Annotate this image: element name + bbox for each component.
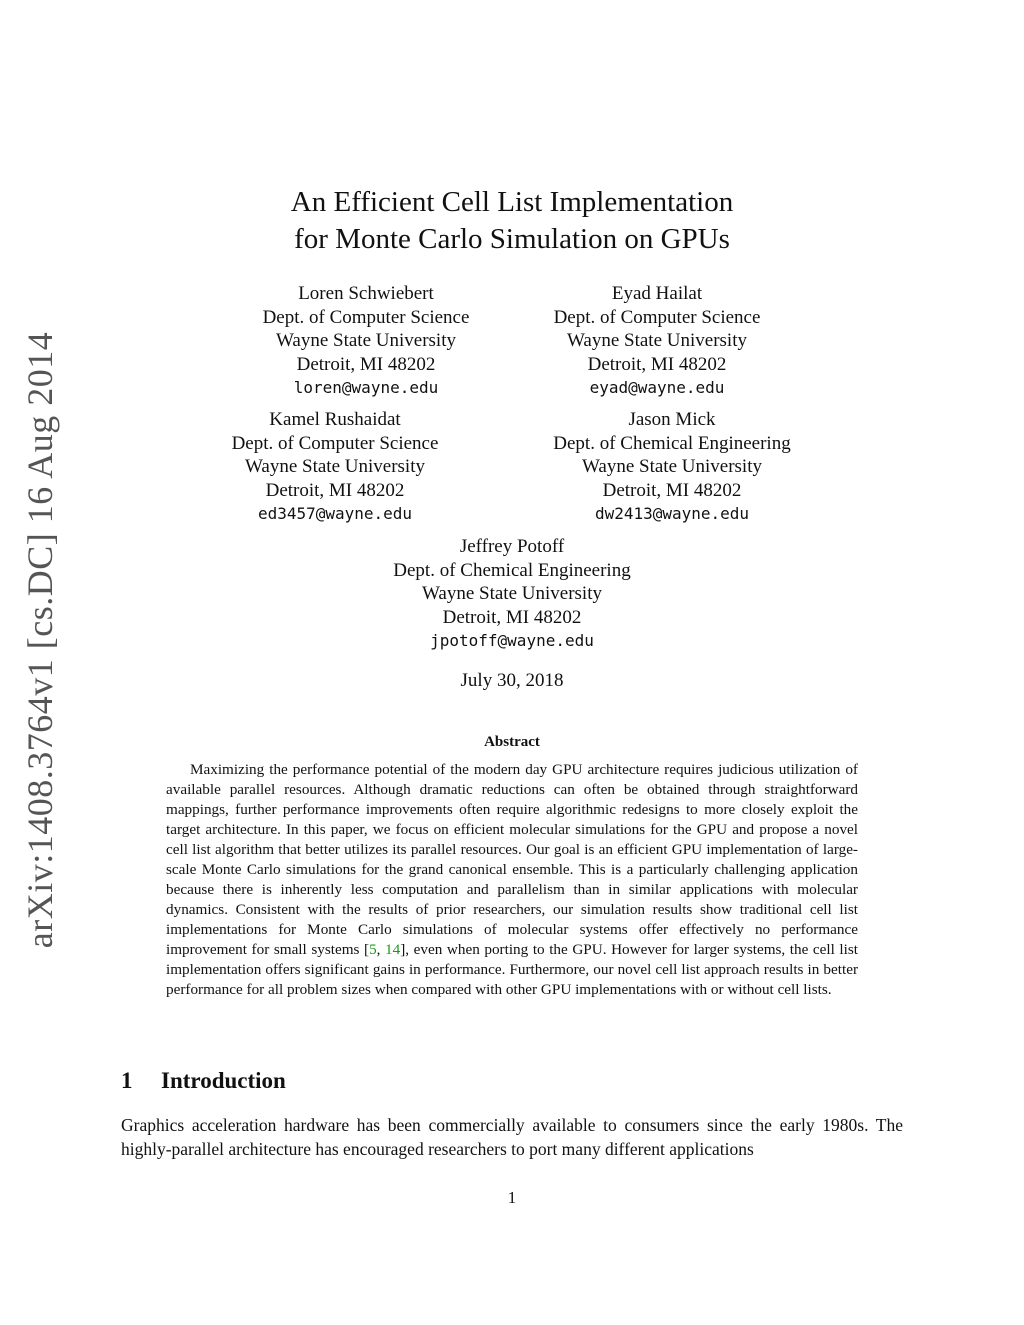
author-address: Detroit, MI 48202 bbox=[602, 479, 742, 501]
abstract-text-part-2: ], even when porting to the GPU. However for larger systems, the cell list implementation offers significant gains in performance. Furthermore, our novel cell list approach results in better performance for all problem sizes when compared with other GPU implementations with or without cell lists. bbox=[166, 941, 858, 998]
author-email: ed3457@wayne.edu bbox=[257, 504, 413, 523]
author-address: Detroit, MI 48202 bbox=[587, 353, 727, 375]
citation-link[interactable]: 14 bbox=[385, 941, 401, 958]
author-dept: Dept. of Computer Science bbox=[231, 432, 439, 454]
author-email: eyad@wayne.edu bbox=[589, 378, 725, 397]
author-name: Eyad Hailat bbox=[611, 283, 703, 304]
abstract-text-part-1: Maximizing the performance potential of the modern day GPU architecture requires judicious utilization of available parallel resources. Although dramatic reductions can often be obtained through straightforward mappings, further performance improvements often require algorithmic redesigns to more closely exploit the target architecture. In this paper, we focus on efficient molecular simulations for the GPU and propose a novel cell list algorithm that better utilizes its parallel resources. Our goal is an efficient GPU implementation of large-scale Monte Carlo simulations for the grand canonical ensemble. This is a particularly challenging application because there is inherently less computation and parallelism than in similar applications with molecular dynamics. Consistent with the results of prior researchers, our simulation results show traditional cell list implementations for Monte Carlo simulations of molecular systems offer effectively no performance improvement for small systems [ bbox=[166, 761, 858, 958]
author-university: Wayne State University bbox=[582, 456, 762, 477]
section-number: 1 bbox=[121, 1068, 133, 1093]
page-number: 1 bbox=[507, 1188, 517, 1207]
author-name: Jeffrey Potoff bbox=[459, 536, 565, 557]
title-line-2: for Monte Carlo Simulation on GPUs bbox=[294, 223, 730, 255]
author-dept: Dept. of Chemical Engineering bbox=[553, 432, 791, 454]
author-dept: Dept. of Chemical Engineering bbox=[393, 559, 631, 581]
author-university: Wayne State University bbox=[276, 330, 456, 351]
author-block-schwiebert bbox=[263, 282, 470, 400]
arxiv-identifier-stamp: arXiv:1408.3764v1 [cs.DC] 16 Aug 2014 bbox=[20, 331, 60, 949]
section-title: Introduction bbox=[161, 1068, 286, 1093]
citation-link[interactable]: 5 bbox=[369, 941, 377, 958]
author-university: Wayne State University bbox=[245, 456, 425, 477]
author-email: jpotoff@wayne.edu bbox=[430, 631, 594, 650]
author-name: Jason Mick bbox=[628, 409, 716, 430]
author-email: dw2413@wayne.edu bbox=[594, 504, 750, 523]
abstract-text bbox=[166, 760, 858, 1000]
section-heading-introduction bbox=[121, 1068, 286, 1094]
title-line-1: An Efficient Cell List Implementation bbox=[290, 186, 734, 218]
author-dept: Dept. of Computer Science bbox=[262, 306, 470, 328]
publication-date: July 30, 2018 bbox=[460, 670, 564, 691]
author-address: Detroit, MI 48202 bbox=[265, 479, 405, 501]
abstract-heading: Abstract bbox=[484, 734, 540, 750]
author-block-rushaidat bbox=[232, 408, 439, 526]
author-university: Wayne State University bbox=[567, 330, 747, 351]
author-name: Kamel Rushaidat bbox=[269, 409, 401, 430]
paper-title bbox=[0, 184, 1024, 258]
author-block-potoff bbox=[393, 535, 630, 653]
author-dept: Dept. of Computer Science bbox=[553, 306, 761, 328]
citation-separator: , bbox=[376, 941, 386, 958]
author-email: loren@wayne.edu bbox=[293, 378, 439, 397]
author-block-hailat bbox=[554, 282, 761, 400]
author-block-mick bbox=[553, 408, 790, 526]
introduction-paragraph: Graphics acceleration hardware has been commercially available to consumers since the early 1980s. The highly-parallel architecture has encouraged researchers to port many different applications bbox=[121, 1115, 903, 1159]
author-name: Loren Schwiebert bbox=[298, 283, 434, 304]
author-address: Detroit, MI 48202 bbox=[296, 353, 436, 375]
author-address: Detroit, MI 48202 bbox=[442, 606, 582, 628]
author-university: Wayne State University bbox=[422, 583, 602, 604]
